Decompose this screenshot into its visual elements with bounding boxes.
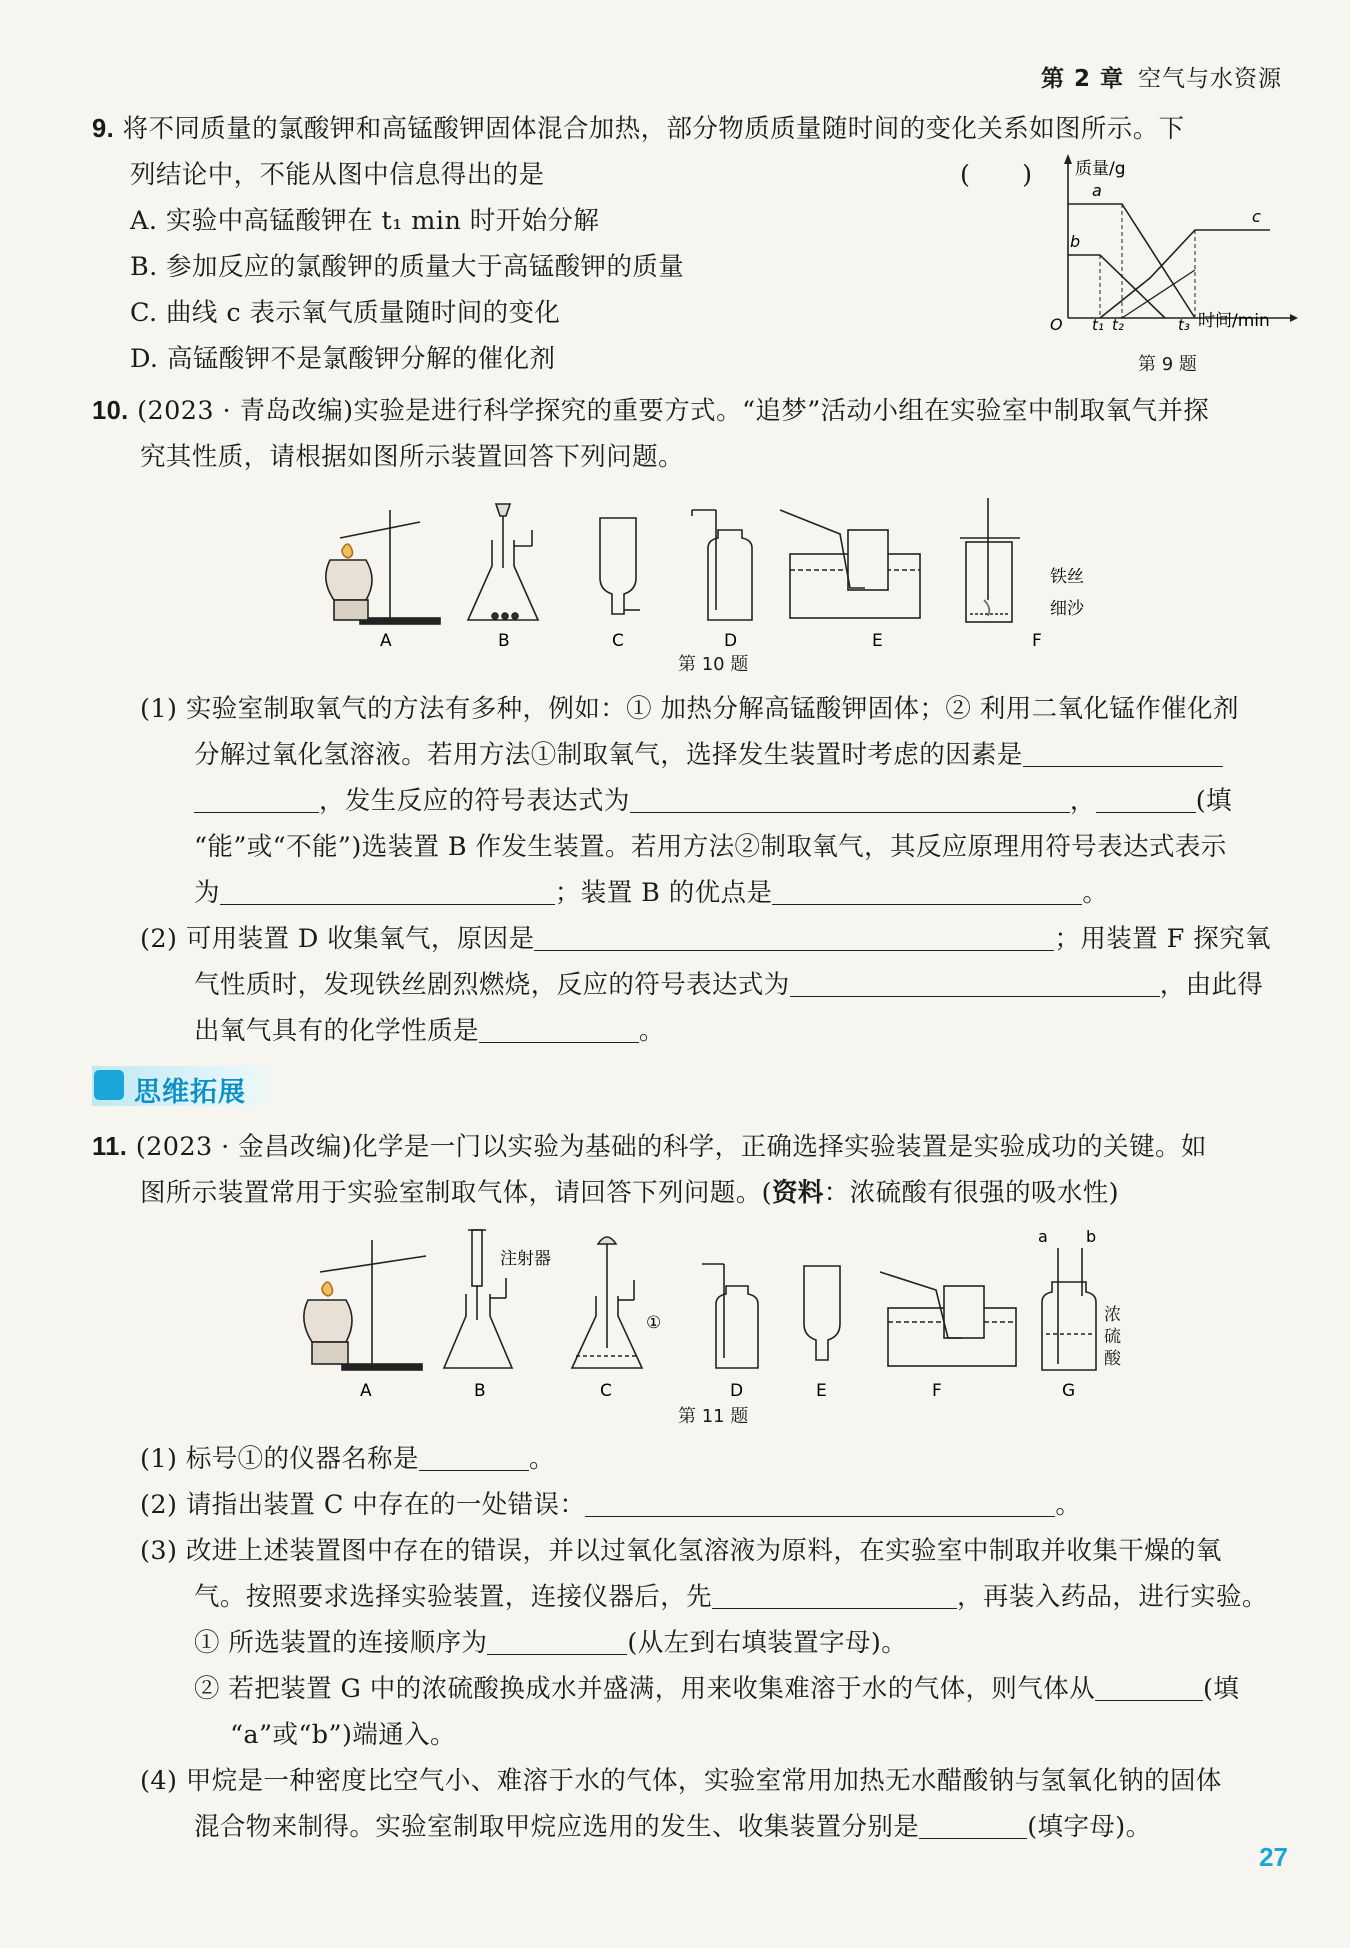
q10-part1-line4: “能”或“不能”)选装置 B 作发生装置。若用方法②制取氧气，其反应原理用符号表达式表示 [194, 832, 1227, 862]
answer-blank[interactable] [1096, 782, 1196, 813]
apparatus-label-e: E [816, 1381, 827, 1400]
apparatus-b-flask [468, 504, 538, 620]
apparatus-f-gas-jar [960, 498, 1020, 622]
chapter-number: 第 2 章 [1040, 66, 1124, 92]
q9-option-a: A. 实验中高锰酸钾在 t₁ min 时开始分解 [130, 206, 600, 236]
fine-sand-label: 细沙 [1050, 599, 1084, 619]
q11-apparatus-figure [296, 1224, 1126, 1400]
q11-part1: (1) 标号①的仪器名称是 。 [140, 1436, 555, 1482]
apparatus-label-c: C [600, 1381, 612, 1400]
apparatus-label-g: G [1062, 1381, 1076, 1400]
q9-number: 9. [92, 115, 115, 143]
apparatus-label-b: B [498, 631, 510, 650]
answer-blank[interactable] [419, 1440, 529, 1471]
apparatus-c-flask [572, 1237, 642, 1368]
page-number: 27 [1259, 1842, 1288, 1872]
port-a-label: a [1038, 1227, 1048, 1246]
apparatus-label-b: B [474, 1381, 486, 1400]
curve-a-label: a [1092, 181, 1102, 200]
answer-blank[interactable] [790, 966, 1160, 997]
curve-c-label: c [1252, 207, 1261, 226]
apparatus-label-d: D [730, 1381, 744, 1400]
apparatus-e-inverted-bottle [804, 1266, 840, 1360]
q11-figure-caption: 第 11 题 [678, 1406, 749, 1427]
origin-label: O [1050, 315, 1063, 334]
q10-part2-line3: 出氧气具有的化学性质是 。 [194, 1008, 665, 1054]
q9-option-c: C. 曲线 c 表示氧气质量随时间的变化 [130, 298, 561, 328]
apparatus-d-collecting-bottle [692, 510, 752, 620]
q11-part3-sub2: ② 若把装置 G 中的浓硫酸换成水并盛满，用来收集难溶于水的气体，则气体从 (填 [194, 1666, 1239, 1712]
q9-stem-line2: 列结论中，不能从图中信息得出的是 [130, 160, 545, 190]
port-b-label: b [1086, 1227, 1097, 1246]
answer-blank[interactable] [919, 1808, 1027, 1839]
t2-label: t₂ [1112, 316, 1124, 334]
apparatus-a-heating-tube [304, 1240, 426, 1370]
apparatus-label-f: F [1032, 631, 1042, 650]
apparatus-label-e: E [872, 631, 883, 650]
q10-part2-line1: (2) 可用装置 D 收集氧气，原因是 ；用装置 F 探究氧 [140, 916, 1271, 962]
section-heading [92, 1066, 282, 1106]
apparatus-g-washing-bottle [1042, 1248, 1096, 1370]
answer-blank[interactable] [585, 1486, 1055, 1517]
curve-c [1100, 230, 1270, 318]
q11-part3-line1: (3) 改进上述装置图中存在的错误，并以过氧化氢溶液为原料，在实验室中制取并收集干燥的氧 [140, 1536, 1222, 1566]
q10-number: 10. [92, 397, 129, 425]
q9-stem-line1: 9. 将不同质量的氯酸钾和高锰酸钾固体混合加热，部分物质质量随时间的变化关系如图所示。下 [92, 114, 1185, 144]
apparatus-a-heating-tube [326, 510, 440, 624]
q10-part1-line3: ，发生反应的符号表达式为 ， (填 [194, 778, 1232, 824]
answer-blank[interactable] [630, 782, 1070, 813]
t3-label: t₃ [1178, 316, 1190, 334]
apparatus-label-c: C [612, 631, 624, 650]
q10-part1-line1: (1) 实验室制取氧气的方法有多种，例如：① 加热分解高锰酸钾固体；② 利用二氧化锰作催化剂 [140, 694, 1239, 724]
running-header [1041, 60, 1282, 93]
t1-label: t₁ [1092, 316, 1104, 334]
apparatus-label-a: A [380, 631, 392, 650]
q11-stem-line1: 11. (2023 · 金昌改编)化学是一门以实验为基础的科学，正确选择实验装置是实验成功的关键。如 [92, 1132, 1207, 1162]
answer-blank[interactable] [479, 1012, 639, 1043]
q9-mass-time-graph [1040, 150, 1300, 340]
section-title: 思维拓展 [134, 1077, 246, 1108]
q10-stem-line1: 10. (2023 · 青岛改编)实验是进行科学探究的重要方式。“追梦”活动小组在实验室中制取氧气并探 [92, 396, 1210, 426]
q10-part1-line5: 为 ；装置 B 的优点是 。 [194, 870, 1108, 916]
apparatus-label-d: D [724, 631, 738, 650]
apparatus-label-f: F [932, 1381, 942, 1400]
pencil-icon [94, 1070, 124, 1100]
q9-answer-paren: ( ) [960, 160, 1033, 190]
instrument-mark-1: ① [646, 1313, 662, 1333]
answer-blank[interactable] [772, 874, 1082, 905]
q10-apparatus-figure [320, 490, 1120, 650]
q9-option-d: D. 高锰酸钾不是氯酸钾分解的催化剂 [130, 344, 556, 374]
chapter-title: 空气与水资源 [1138, 66, 1282, 92]
q10-stem-line2: 究其性质，请根据如图所示装置回答下列问题。 [140, 442, 684, 472]
apparatus-label-a: A [360, 1381, 372, 1400]
q9-option-b: B. 参加反应的氯酸钾的质量大于高锰酸钾的质量 [130, 252, 685, 282]
q9-figure-caption: 第 9 题 [1138, 354, 1197, 375]
answer-blank[interactable] [194, 782, 319, 813]
answer-blank[interactable] [487, 1624, 627, 1655]
q11-stem-line2: 图所示装置常用于实验室制取气体，请回答下列问题。(资料：浓硫酸有很强的吸水性) [140, 1178, 1120, 1208]
apparatus-c-inverted-bottle [600, 518, 640, 614]
q10-figure-caption: 第 10 题 [678, 654, 749, 675]
q11-part4-line1: (4) 甲烷是一种密度比空气小、难溶于水的气体，实验室常用加热无水醋酸钠与氢氧化钠的固体 [140, 1766, 1222, 1796]
answer-blank[interactable] [534, 920, 1054, 951]
curve-a [1068, 204, 1195, 318]
answer-blank[interactable] [220, 874, 555, 905]
answer-blank[interactable] [1095, 1670, 1203, 1701]
answer-blank[interactable] [1023, 736, 1223, 767]
apparatus-d-collecting-bottle [702, 1264, 758, 1368]
answer-blank[interactable] [712, 1578, 957, 1609]
q11-part3-sub2-cont: “a”或“b”)端通入。 [230, 1720, 456, 1750]
x-axis-label: 时间/min [1198, 311, 1270, 331]
q11-part3-line2: 气。按照要求选择实验装置，连接仪器后，先 ，再装入药品，进行实验。 [194, 1574, 1268, 1620]
curve-b-label: b [1070, 232, 1081, 251]
q11-part4-line2: 混合物来制得。实验室制取甲烷应选用的发生、收集装置分别是 (填字母)。 [194, 1804, 1152, 1850]
curve-b [1068, 255, 1165, 318]
q10-part1-line2: 分解过氧化氢溶液。若用方法①制取氧气，选择发生装置时考虑的因素是 [194, 732, 1223, 778]
q10-part2-line2: 气性质时，发现铁丝剧烈燃烧，反应的符号表达式为 ，由此得 [194, 962, 1263, 1008]
conc-sulfuric-acid-label: 浓硫酸 [1104, 1305, 1121, 1369]
q11-part3-sub1: ① 所选装置的连接顺序为 (从左到右填装置字母)。 [194, 1620, 907, 1666]
apparatus-e-water-trough [780, 510, 920, 618]
q11-number: 11. [92, 1133, 128, 1161]
q11-part2: (2) 请指出装置 C 中存在的一处错误： 。 [140, 1482, 1081, 1528]
apparatus-f-water-trough [880, 1272, 1016, 1366]
y-axis-label: 质量/g [1075, 159, 1126, 179]
syringe-label: 注射器 [500, 1249, 551, 1269]
iron-wire-label: 铁丝 [1050, 567, 1084, 587]
